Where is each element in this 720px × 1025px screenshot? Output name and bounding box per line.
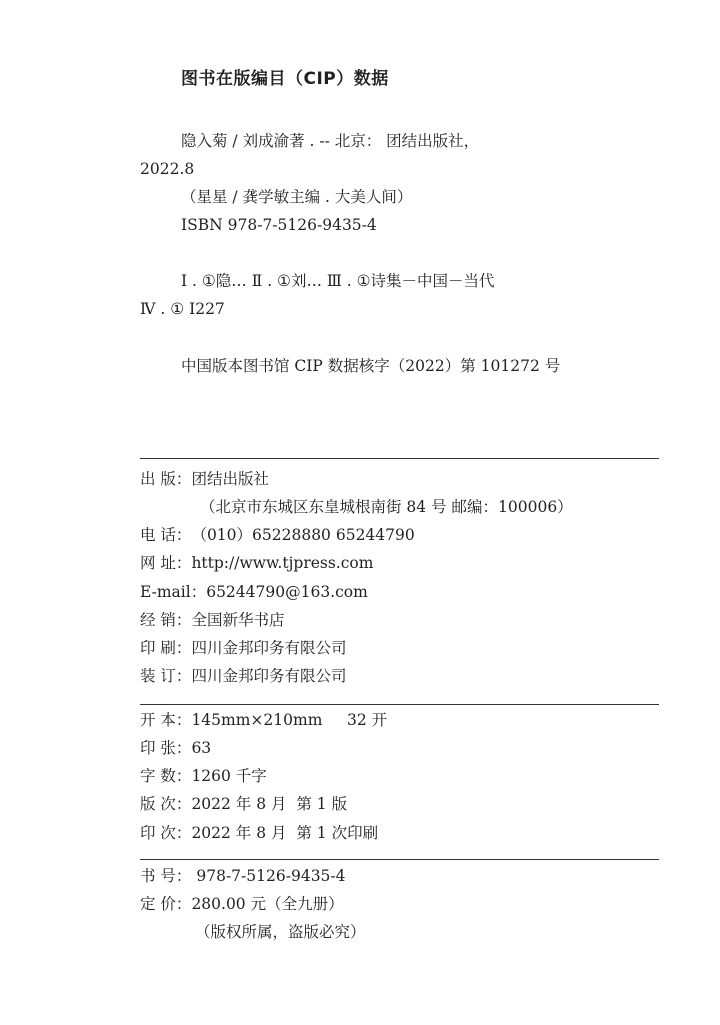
field-label: 网 址： <box>140 554 192 572</box>
field-value: 2022 年 8 月 第 1 版 <box>191 795 348 813</box>
cip-description-line: 隐入菊 / 刘成渝著 . -- 北京： 团结出版社， <box>181 132 480 150</box>
field-label: 印 张： <box>140 739 192 757</box>
phone-row <box>140 525 415 545</box>
field-label: 装 订： <box>140 667 192 685</box>
printing-row <box>140 823 378 843</box>
field-label: 书 号： <box>140 867 192 885</box>
email-row <box>140 582 368 602</box>
publisher-address <box>200 497 573 517</box>
field-label: 经 销： <box>140 611 192 629</box>
field-value: 2022 年 8 月 第 1 次印刷 <box>191 824 379 842</box>
edition-row <box>140 794 347 814</box>
word-count-row <box>140 766 267 786</box>
field-value: （北京市东城区东皇城根南街 84 号 邮编：100006） <box>200 498 573 516</box>
cip-classification-line-1: Ⅰ . ①隐… Ⅱ . ①刘… Ⅲ . ①诗集－中国－当代 <box>181 272 495 290</box>
field-label: E-mail： <box>140 583 207 601</box>
field-label: 定 价： <box>140 895 192 913</box>
printer-row <box>140 638 346 658</box>
field-label: 版 次： <box>140 795 192 813</box>
sheets-row <box>140 738 211 758</box>
divider <box>140 704 659 705</box>
divider <box>140 458 659 459</box>
field-label: 电 话： <box>140 526 192 544</box>
field-value: 145mm×210mm 32 开 <box>191 711 388 729</box>
field-value: 团结出版社 <box>191 470 269 488</box>
field-value: 63 <box>191 739 212 757</box>
price-row <box>140 894 344 914</box>
field-label: 印 次： <box>140 824 192 842</box>
distributor-row <box>140 610 284 630</box>
publisher-row <box>140 469 269 489</box>
field-value: 四川金邦印务有限公司 <box>191 667 347 685</box>
field-value: 65244790@163.com <box>206 583 368 601</box>
field-value: 280.00 元（全九册） <box>191 895 344 913</box>
divider <box>140 859 659 860</box>
format-row <box>140 710 387 730</box>
book-number-row <box>140 866 346 886</box>
binder-row <box>140 666 346 686</box>
field-value: 全国新华书店 <box>191 611 285 629</box>
field-label: 开 本： <box>140 711 192 729</box>
cip-publication-date: 2022.8 <box>140 160 195 178</box>
cip-classification-line-2: Ⅳ . ① I227 <box>140 300 225 318</box>
field-value: http://www.tjpress.com <box>191 554 374 572</box>
copyright-notice: （版权所属，盗版必究） <box>195 923 366 941</box>
cip-isbn: ISBN 978-7-5126-9435-4 <box>181 216 377 234</box>
field-value: 978-7-5126-9435-4 <box>191 867 346 885</box>
cip-heading: 图书在版编目（CIP）数据 <box>181 69 389 89</box>
field-value: 1260 千字 <box>191 767 267 785</box>
field-label: 字 数： <box>140 767 192 785</box>
field-value: 四川金邦印务有限公司 <box>191 639 347 657</box>
field-label: 出 版： <box>140 470 192 488</box>
website-row <box>140 553 373 573</box>
field-label: 印 刷： <box>140 639 192 657</box>
field-value: （010）65228880 65244790 <box>191 526 415 544</box>
cip-series: （星星 / 龚学敏主编 . 大美人间） <box>181 188 413 206</box>
cip-record-number: 中国版本图书馆 CIP 数据核字（2022）第 101272 号 <box>181 357 561 375</box>
